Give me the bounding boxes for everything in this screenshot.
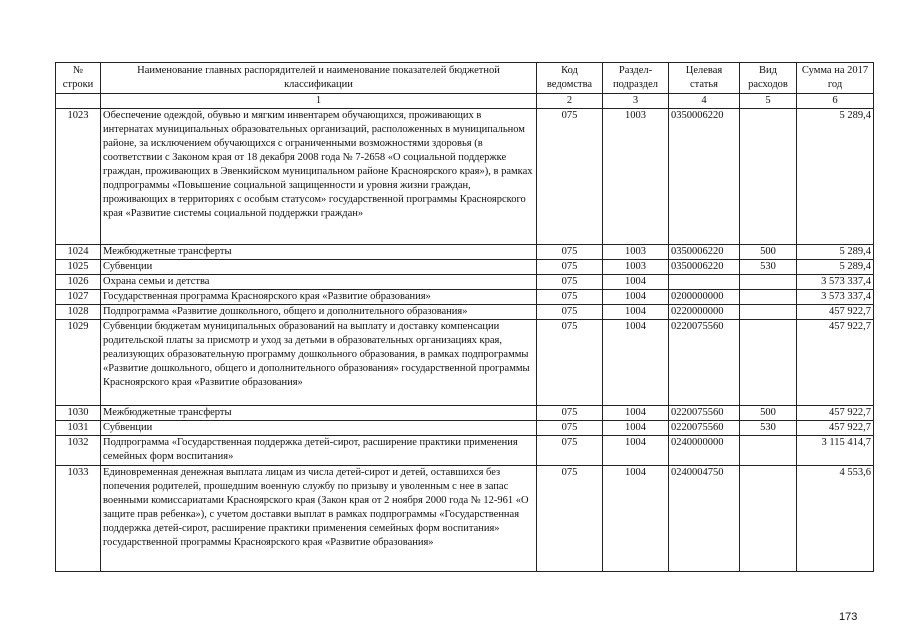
- header-row-number: № строки: [56, 63, 101, 94]
- row-number: 1033: [56, 466, 101, 572]
- row-name: Субвенции: [101, 421, 537, 436]
- row-expense-type: [740, 290, 797, 305]
- row-name: Межбюджетные трансферты: [101, 406, 537, 421]
- row-expense-type: [740, 436, 797, 466]
- row-number: 1023: [56, 109, 101, 245]
- row-expense-type: 530: [740, 421, 797, 436]
- row-sum: 5 289,4: [797, 245, 874, 260]
- row-section: 1004: [603, 421, 669, 436]
- row-name: Государственная программа Красноярского края «Развитие образования»: [101, 290, 537, 305]
- row-section: 1004: [603, 406, 669, 421]
- row-number: 1032: [56, 436, 101, 466]
- row-target-item: 0200000000: [669, 290, 740, 305]
- row-department-code: 075: [537, 245, 603, 260]
- table-row: [56, 109, 874, 245]
- row-section: 1004: [603, 275, 669, 290]
- row-sum: 457 922,7: [797, 406, 874, 421]
- row-number: 1029: [56, 320, 101, 406]
- header-row: [56, 63, 874, 94]
- row-department-code: 075: [537, 290, 603, 305]
- row-target-item: 0220075560: [669, 320, 740, 406]
- row-target-item: 0350006220: [669, 245, 740, 260]
- row-department-code: 075: [537, 406, 603, 421]
- row-number: 1024: [56, 245, 101, 260]
- column-number: 4: [669, 94, 740, 109]
- header-name: Наименование главных распорядителей и наименование показателей бюджетной классификации: [101, 63, 537, 94]
- row-department-code: 075: [537, 109, 603, 245]
- row-department-code: 075: [537, 260, 603, 275]
- header-department-code: Код ведомства: [537, 63, 603, 94]
- row-name: Межбюджетные трансферты: [101, 245, 537, 260]
- column-number: 1: [101, 94, 537, 109]
- row-expense-type: [740, 466, 797, 572]
- row-name: Субвенции: [101, 260, 537, 275]
- header-section: Раздел-подраздел: [603, 63, 669, 94]
- table-row: [56, 436, 874, 466]
- row-sum: 457 922,7: [797, 320, 874, 406]
- row-sum: 4 553,6: [797, 466, 874, 572]
- row-target-item: 0240000000: [669, 436, 740, 466]
- row-department-code: 075: [537, 466, 603, 572]
- table-row: [56, 406, 874, 421]
- row-sum: 3 573 337,4: [797, 275, 874, 290]
- row-sum: 3 115 414,7: [797, 436, 874, 466]
- header-target-item: Целевая статья: [669, 63, 740, 94]
- row-section: 1004: [603, 320, 669, 406]
- table-row: [56, 245, 874, 260]
- column-number: [56, 94, 101, 109]
- row-sum: 457 922,7: [797, 421, 874, 436]
- row-department-code: 075: [537, 305, 603, 320]
- row-number: 1027: [56, 290, 101, 305]
- row-department-code: 075: [537, 320, 603, 406]
- row-sum: 3 573 337,4: [797, 290, 874, 305]
- row-number: 1030: [56, 406, 101, 421]
- row-expense-type: [740, 275, 797, 290]
- row-expense-type: 500: [740, 245, 797, 260]
- row-target-item: 0220075560: [669, 421, 740, 436]
- row-target-item: 0350006220: [669, 109, 740, 245]
- table-row: [56, 260, 874, 275]
- row-number: 1031: [56, 421, 101, 436]
- row-number: 1026: [56, 275, 101, 290]
- row-name: Подпрограмма «Государственная поддержка детей-сирот, расширение практики применения семейных форм воспитания»: [101, 436, 537, 466]
- row-expense-type: [740, 320, 797, 406]
- row-expense-type: 500: [740, 406, 797, 421]
- row-sum: 457 922,7: [797, 305, 874, 320]
- row-target-item: 0240004750: [669, 466, 740, 572]
- row-target-item: 0220075560: [669, 406, 740, 421]
- row-number: 1025: [56, 260, 101, 275]
- row-number: 1028: [56, 305, 101, 320]
- row-target-item: 0220000000: [669, 305, 740, 320]
- row-section: 1003: [603, 260, 669, 275]
- column-number: 3: [603, 94, 669, 109]
- row-section: 1004: [603, 305, 669, 320]
- row-department-code: 075: [537, 275, 603, 290]
- row-name: Обеспечение одеждой, обувью и мягким инвентарем обучающихся, проживающих в интернатах муниципальных образовательных организаций, расположенных в муниципальном районе, за исключением обучающихся с ограниченными возможностями здоровья (в соответствии с Законом края от 18 декабря 2008 года № 7-2658 «О социальной поддержке граждан, проживающих в Эвенкийском муниципальном районе Красноярского края»), в рамках подпрограммы «Повышение социальной защищенности и уровня жизни граждан, проживающих в территориях с особым статусом» государственной программы Красноярского края «Развитие системы социальной поддержки граждан»: [101, 109, 537, 245]
- row-section: 1004: [603, 290, 669, 305]
- table-row: [56, 305, 874, 320]
- row-section: 1004: [603, 466, 669, 572]
- row-section: 1003: [603, 245, 669, 260]
- row-expense-type: [740, 109, 797, 245]
- header-expense-type: Вид расходов: [740, 63, 797, 94]
- row-name: Единовременная денежная выплата лицам из числа детей-сирот и детей, оставшихся без попечения родителей, прошедшим военную службу по призыву и уволенным с нее в запас военными комиссариатами Красноярского края (Закон края от 2 ноября 2000 года № 12-961 «О защите прав ребенка»), с учетом доставки выплат в рамках подпрограммы «Государственная поддержка детей-сирот, расширение практики применения семейных форм воспитания» государственной программы Красноярского края «Развитие образования»: [101, 466, 537, 572]
- row-name: Охрана семьи и детства: [101, 275, 537, 290]
- row-sum: 5 289,4: [797, 260, 874, 275]
- table-row: [56, 466, 874, 572]
- header-sum: Сумма на 2017 год: [797, 63, 874, 94]
- row-name: Субвенции бюджетам муниципальных образований на выплату и доставку компенсации родительской платы за присмотр и уход за детьми в образовательных организациях края, реализующих образовательную программу дошкольного образования, в рамках подпрограммы «Развитие дошкольного, общего и дополнительного образования» государственной программы Красноярского края «Развитие образования»: [101, 320, 537, 406]
- row-target-item: [669, 275, 740, 290]
- column-number: 5: [740, 94, 797, 109]
- table-row: [56, 290, 874, 305]
- table-row: [56, 320, 874, 406]
- row-target-item: 0350006220: [669, 260, 740, 275]
- row-section: 1004: [603, 436, 669, 466]
- row-expense-type: 530: [740, 260, 797, 275]
- row-expense-type: [740, 305, 797, 320]
- table-row: [56, 275, 874, 290]
- row-sum: 5 289,4: [797, 109, 874, 245]
- budget-table: [55, 62, 874, 572]
- column-number-row: [56, 94, 874, 109]
- column-number: 2: [537, 94, 603, 109]
- page-number: 173: [839, 611, 858, 623]
- row-section: 1003: [603, 109, 669, 245]
- row-department-code: 075: [537, 421, 603, 436]
- row-name: Подпрограмма «Развитие дошкольного, общего и дополнительного образования»: [101, 305, 537, 320]
- table-row: [56, 421, 874, 436]
- row-department-code: 075: [537, 436, 603, 466]
- column-number: 6: [797, 94, 874, 109]
